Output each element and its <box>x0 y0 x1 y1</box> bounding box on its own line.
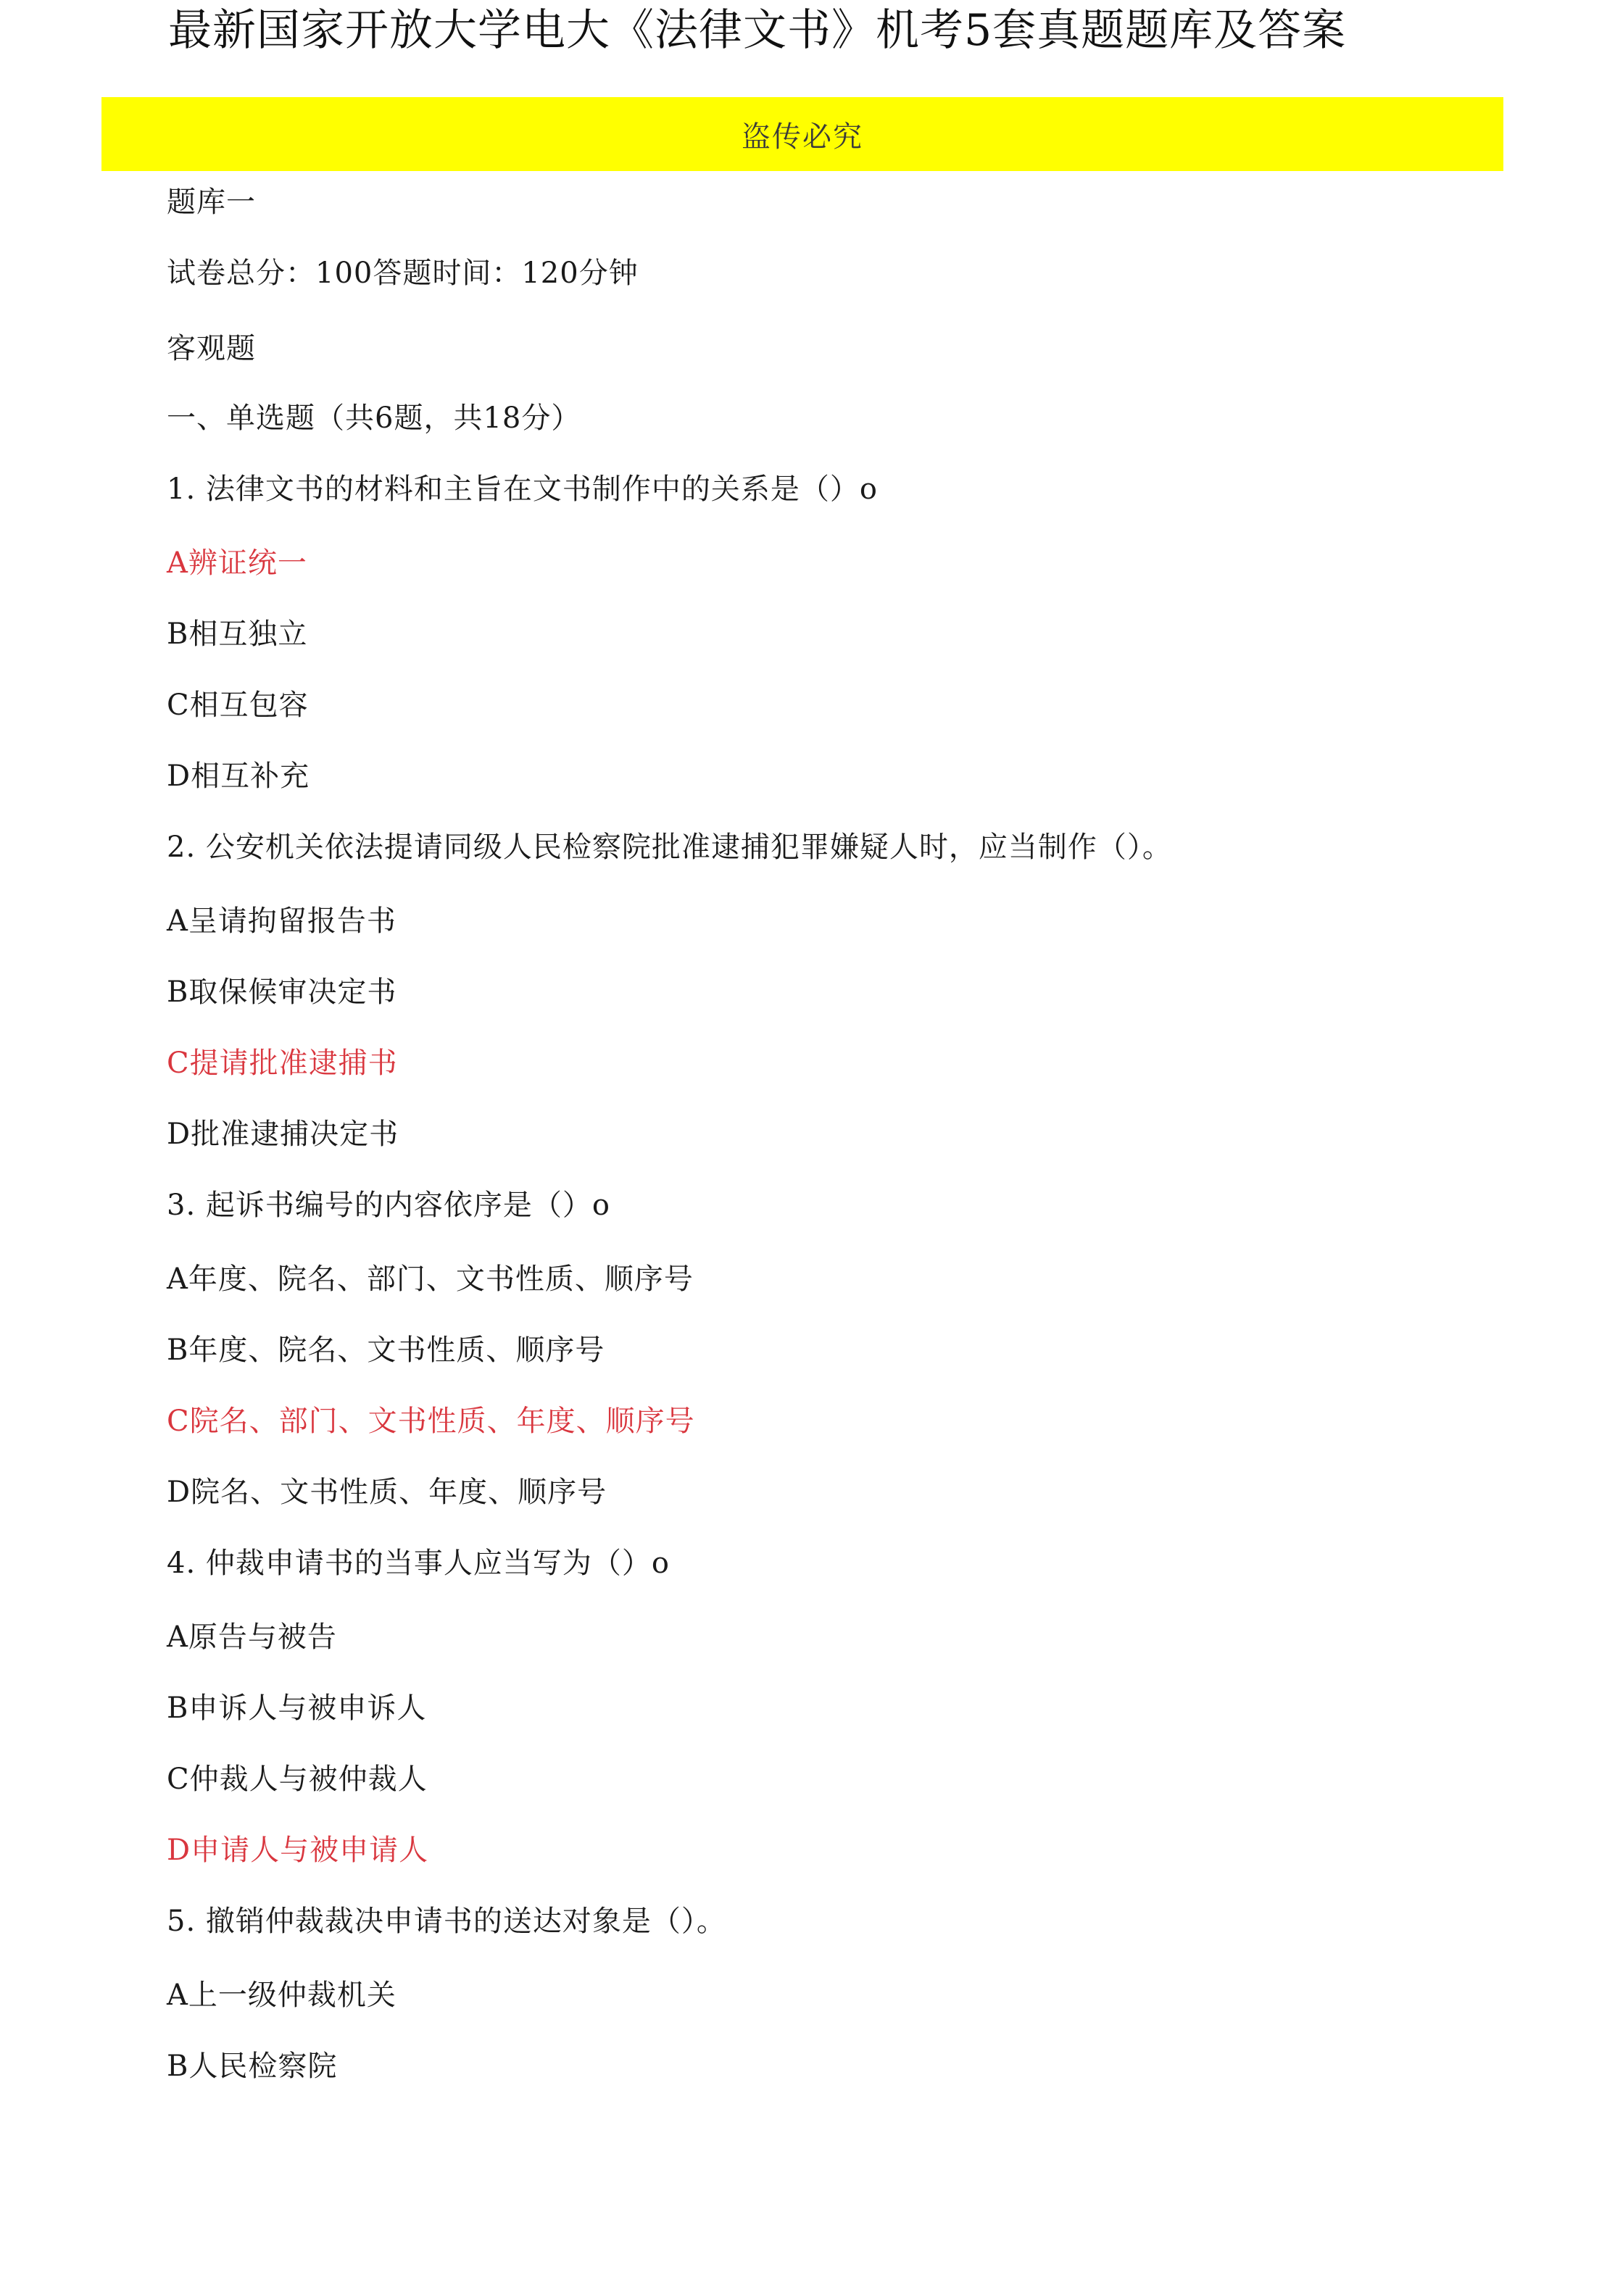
question-3-option-d: D院名、文书性质、年度、顺序号 <box>167 1476 607 1509</box>
question-1-stem: 1. 法律文书的材料和主旨在文书制作中的关系是（）o <box>167 473 878 506</box>
question-3-option-b: B年度、院名、文书性质、顺序号 <box>167 1334 605 1367</box>
question-4-option-d: D申请人与被申请人 <box>167 1834 429 1867</box>
bank-label: 题库一 <box>167 186 256 219</box>
document-title: 最新国家开放大学电大《法律文书》机考5套真题题库及答案 <box>168 5 1347 56</box>
question-1-option-c: C相互包容 <box>167 689 309 722</box>
question-1-option-d: D相互补充 <box>167 760 310 793</box>
question-2-stem: 2. 公安机关依法提请同级人民检察院批准逮捕犯罪嫌疑人时，应当制作（）。 <box>167 831 1172 864</box>
section-type: 客观题 <box>167 332 256 365</box>
question-2-option-d: D批准逮捕决定书 <box>167 1118 399 1151</box>
question-4-option-b: B申诉人与被申诉人 <box>167 1692 427 1725</box>
question-3-option-c: C院名、部门、文书性质、年度、顺序号 <box>167 1405 695 1438</box>
question-2-option-a: A呈请拘留报告书 <box>167 904 397 938</box>
question-1-option-a: A辨证统一 <box>167 546 307 580</box>
question-2-option-c: C提请批准逮捕书 <box>167 1047 398 1080</box>
question-4-option-c: C仲裁人与被仲裁人 <box>167 1763 428 1796</box>
question-2-option-b: B取保候审决定书 <box>167 976 397 1009</box>
question-1-option-b: B相互独立 <box>167 617 308 651</box>
banner-text: 盗传必究 <box>742 120 863 154</box>
question-5-option-a: A上一级仲裁机关 <box>167 1979 397 2012</box>
question-4-option-a: A原告与被告 <box>167 1621 337 1654</box>
question-4-stem: 4. 仲裁申请书的当事人应当写为（）o <box>167 1547 670 1580</box>
question-3-stem: 3. 起诉书编号的内容依序是（）o <box>167 1189 610 1222</box>
exam-info: 试卷总分：100答题时间：120分钟 <box>167 257 639 290</box>
question-5-option-b: B人民检察院 <box>167 2050 338 2083</box>
question-3-option-a: A年度、院名、部门、文书性质、顺序号 <box>167 1263 694 1296</box>
warning-banner <box>101 97 1503 171</box>
question-5-stem: 5. 撤销仲裁裁决申请书的送达对象是（）。 <box>167 1905 726 1938</box>
part-heading: 一、单选题（共6题，共18分） <box>167 402 581 435</box>
